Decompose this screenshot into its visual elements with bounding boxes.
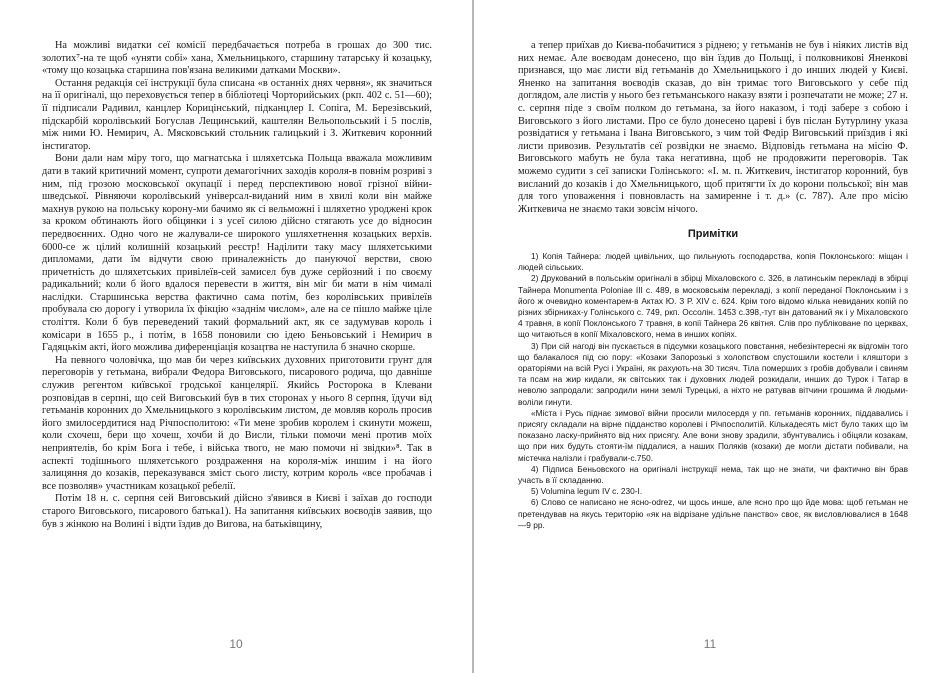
page-number: 10 [229, 637, 243, 651]
footnote: 4) Підписа Беньовского на оригіналі інструкції нема, так що не знати, чи фактично він брав участь в її складанню. [518, 463, 908, 485]
footnote: 3) При сій нагоді він пускається в підсумки козацького повстання, небезінтересні як відгомін того що балакалося під сю пору: «Козаки Запорозькі з холопством спустошили костели і кляштори з ораторіями на всій Русі і Україні, як рахують-на 30 тисяч. Тіла померших з гробів добували і свиням та псам на жир кидали, як світських так і духовних людей розкидали, инших до Турок і Татар в неволю запродали: запродили нини землі Турецькі, а ніхто не ратував вітчини грошима й людьми-воліли гинути. [518, 340, 908, 407]
paragraph: Потім 18 н. с. серпня сей Виговський дійсно з'явився в Києві і заїхав до господи старого Виговського, писарового батька1). На запитання київських воєводів заявив, що був з жінкою на Волині і відти їздив до Вигова, на батьківщину, [42, 493, 432, 530]
paragraph: На певного чоловічка, що мав би через київських духовних приготовити грунт для переговорів у гетьмана, вибрали Федора Виговського, писарового родича, що давніше служив регентом київської гродської канцелярії. Якийсь Росторока в Клевани розповідав в серпні, що сей Виговський був в тих сторонах у нього 8 серпня, їдучи від гетьманів коронних до Хмельницького з королівським листом, де мовляв король просив його змилосердитися над Річпосполитою: «Ти мене зробив королем і скинути можеш, коли схочеш, бери що хочеш, хочби й до Висли, тільки помочи мені против моїх неприятелів, бо крім Бога і тебе, і війська твого, не маю помочи ні звідки»⁸. Так в аспекті тодішнього шляхетського роздраження на короля-між иншим і на його залицяння до козаків, переказувався зміст сього листу, котрим король «все пробачав і все позволяв» участникам козацької ребелії. [42, 354, 432, 492]
left-page [0, 0, 472, 673]
page-number: 11 [703, 637, 717, 651]
paragraph: Остання редакція сеї інструкції була списана «в останніх днях червня», як значиться на її оригіналі, що переховується тепер в бібліотеці Чорторийських (ркп. 402 с. 51—60); її підписали Радивил, канцлер Корицінський, підканцлер І. Сопіга, М. Березівський, підскарбій королівський Богуслав Лещинський, каштелян Вельопольський і 5 послів, між ними Ю. Немирич, А. Мясковський стольник галицький і З. Житкевич коронний інстигатор. [42, 77, 432, 152]
footnote: 1) Копія Тайнера: людей цивільних, що пильнують господарства, копія Поклонського: міщан і людей сільських. [518, 250, 908, 273]
right-page [474, 0, 946, 673]
footnote: 6) Слово се написано не ясно-odrez, чи щось инше, але ясно про що йде мова: щоб гетьман не претендував на якусь територію «як на відрізане удільне панство» своє, як висловлювалися в 1648—9 рр. [518, 497, 908, 530]
footnote: 2) Друкований в польськім оригіналі в збірці Міхаловского с. 326, в латинськім перекладі в збірці Тайнера Monumenta Poloniae III с. 489, в московськім перекладі, з копії переданої Поклонським і з його ж очевидно коментарем-в Актах Ю. З Р. XIV с. 624. Крім того відомо кілька невиданих копій по різних збірниках-у Голінського с. 749, ркп. Оссолін. 1453 с.398,-тут він датований як і у Міхаловского 4 травня, в копії Поклонського 7 травня, в копії Тайнера 26 квітня. Слів про публіковане по церквах, що читаються в копії Міхаловского, нема в инших копіях. [518, 273, 908, 340]
paragraph: а тепер приїхав до Києва-побачитися з ріднею; у гетьманів не був і ніяких листів від них немає. Але воєводам донесено, що він їздив до Польщі, і полковникові Яненкові признався, що має листи від гетьманів до Хмельницького і до инших людей у Києві. Яненко на запитання воєводів сказав, до він тримає того Виговського у себе під доглядом, але листів у нього без гетьманського наказу взяти і розпечатати не може; 27 н. с. серпня піде з своїм полком до гетьмана, за його наказом, і тоді забере з собою і Виговського з його листами. Про се було донесено цареві і був післан Бутурлину указа розвідатися у гетьмана і Івана Виговського, з чим той Федір Виговський приїздив і які листи привозив. Результатів сеї розвідки не знаємо. Відповідь гетьмана на місію Ф. Виговського мабуть не була така негативна, щоб не продовжити переговорів. Так можемо судити з сеї записки Голінського: «І. м. п. Житкевич, інстигатор коронний, був висланий до козаків і до Хмельницького, щоб притягти їх до корони польської; він мав для того уповаження і повновласть на замиренне і т. д.» (с. 787). Але про місію Житкевича не знаємо таки зовсім нічого. [518, 40, 908, 215]
paragraph: Вони дали нам міру того, що магнатська і шляхетська Польща вважала можливим дати в такий критичний момент, супроти демагогічних заходів короля-в повнім розриві з ним, під грозою московської окупації і перед перспективою нової грізної війни-шведської. Рівняючи королівський універсал-виданий ним в хвилі коли він майже махнув рукою на польську корону-ми бачимо як сі вельможні і шляхетно уроджені крок за кроком обтинають його обіцянки і з усеї силою дійсно стягають усе до відносин передвоєнних. Одно чого не жалували-се широкого ушляхетнення козацьких верхів. 6000-се ж цілий колишній козацький реєстр! Наділити таку масу шляхетськими дипломами, дати їм відчути свою приналежність до пануючої верстви, свою причетність до шляхетських привілеїв-сей замисел був дуже серйозний і по своєму радикальний; коли б його вдалося перевести в життя, він міг би мати в нім чималі наслідки. Старшинська верства фактично сама потім, без королівських привілеїв пробувала сю дорогу і утворила їх фікцію «заднім числом», але на се пішло майже ціле століття. Коли б був переведений такий формальний акт, як се задумував король і комісари в 1655 р., і потім, в 1658 поновили сю ідею Беньовський і Немирич в Гадяцькім акті, його можлива диференціація козацтва не наступила б значно скорше. [42, 153, 432, 354]
footnote: «Міста і Русь піднає зимової війни просили милосердя у пп. гетьманів коронних, піддавались і присягу складали на вірне підданство королеві і Річпосполитій. Кількадесять міст було таких що їм показано ласку-прийнято від них присягу. Але вони знову зрадили, збунтувались і обіцяли козакам, що при них будуть стояти-їм піддалися, а наших Поляків (козаки) де могли дістати побивали, на містечка налізли і грабували-с.750. [518, 407, 908, 463]
right-page-body [518, 40, 908, 531]
left-page-body [42, 40, 432, 531]
paragraph: На можливі видатки сеї комісії передбачається потреба в грошах до 300 тис. золотих⁷-на те щоб «уняти собі» хана, Хмельницького, старшину татарську й козацьку, «тому що козацька старшина пов'язана великими датками Москви». [42, 40, 432, 77]
notes-heading: Примітки [687, 228, 739, 241]
footnote: 5) Volumina legum IV с. 230-І. [531, 486, 643, 497]
